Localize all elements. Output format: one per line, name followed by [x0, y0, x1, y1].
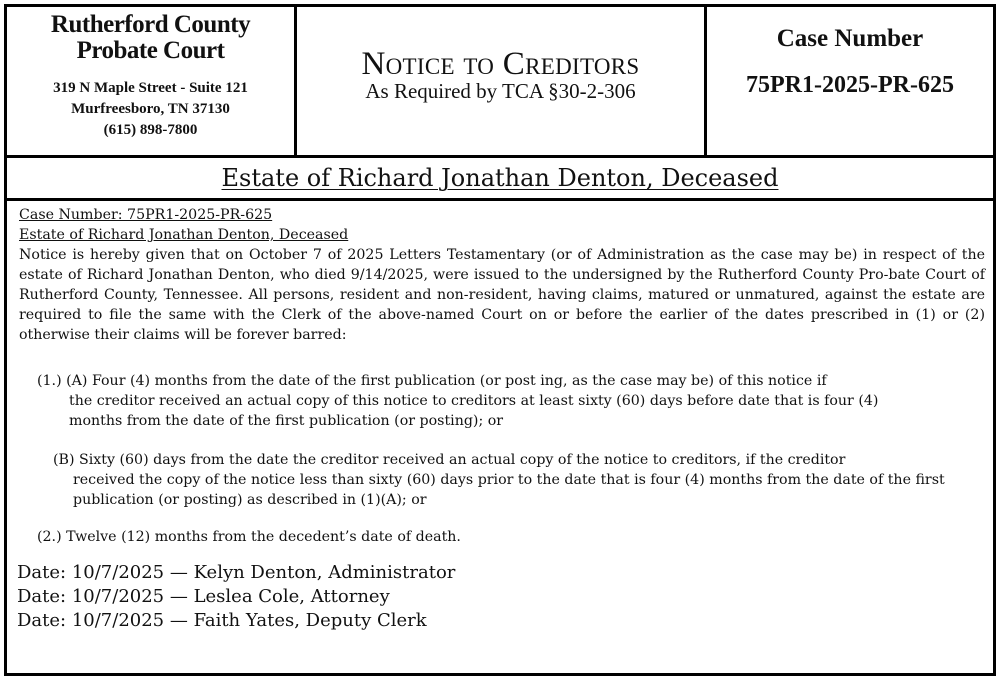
- notice-title-cell: [297, 7, 707, 155]
- list-item-2: (2.) Twelve (12) months from the decedent’s date of death.: [37, 529, 461, 545]
- estate-title-band: [7, 158, 993, 201]
- signature-line: Date: 10/7/2025 — Leslea Cole, Attorney: [17, 586, 390, 607]
- notice-body: [19, 205, 985, 633]
- case-number-value: 75PR1-2025-PR-625: [746, 72, 954, 98]
- court-name: [7, 12, 294, 64]
- signature-line: Date: 10/7/2025 — Kelyn Denton, Administrator: [17, 562, 456, 583]
- list-item-1b: [19, 450, 985, 510]
- header-row: [7, 7, 993, 158]
- item-1a-first-line: (1.) (A) Four (4) months from the date of the first publication (or post ing, as the case may be) of this notice if: [37, 373, 827, 389]
- item-1b-first-line: (B) Sixty (60) days from the date the creditor received an actual copy of the notice to creditors, if the creditor: [53, 452, 846, 468]
- court-address-line2: Murfreesboro, TN 37130: [71, 101, 230, 117]
- court-name-line1: Rutherford County: [50, 11, 251, 38]
- case-number-cell: [707, 7, 993, 155]
- court-name-line2: Probate Court: [76, 37, 225, 64]
- court-info-cell: [7, 7, 297, 155]
- body-estate-line: Estate of Richard Jonathan Denton, Deceased: [19, 227, 349, 243]
- estate-title: Estate of Richard Jonathan Denton, Deceased: [221, 164, 779, 192]
- court-phone: (615) 898-7800: [103, 122, 198, 138]
- body-case-line: Case Number: 75PR1-2025-PR-625: [19, 207, 273, 223]
- court-address-line1: 319 N Maple Street - Suite 121: [53, 80, 248, 96]
- notice-subtitle: As Required by TCA §30-2-306: [365, 79, 636, 103]
- item-1b-continuation: received the copy of the notice less than sixty (60) days prior to the date that is four (4) months from the date of the first publication (or posting) as described in (1)(A); or: [73, 472, 945, 508]
- signature-block: [17, 561, 985, 633]
- court-address: [7, 78, 294, 141]
- notice-title: Notice to Creditors: [361, 46, 640, 82]
- intro-paragraph: Notice is hereby given that on October 7 of 2025 Letters Testamentary (or of Administration as the case may be) in respect of the estate of Richard Jonathan Denton, who died 9/14/2025, were issued to the undersigned by the Rutherford County Pro-bate Court of Rutherford County, Tennessee. All persons, resident and non-resident, having claims, matured or unmatured, against the estate are required to file the same with the Clerk of the above-named Court on or before the earlier of the dates prescribed in (1) or (2) otherwise their claims will be forever barred:: [19, 247, 985, 343]
- case-number-label: Case Number: [776, 25, 924, 52]
- item-1a-continuation: the creditor received an actual copy of this notice to creditors at least sixty (60) days before date that is four (4) months from the date of the first publication (or posting); or: [69, 393, 879, 429]
- signature-line: Date: 10/7/2025 — Faith Yates, Deputy Clerk: [17, 610, 427, 631]
- list-item-1a: [19, 371, 985, 431]
- notice-document: [4, 4, 996, 676]
